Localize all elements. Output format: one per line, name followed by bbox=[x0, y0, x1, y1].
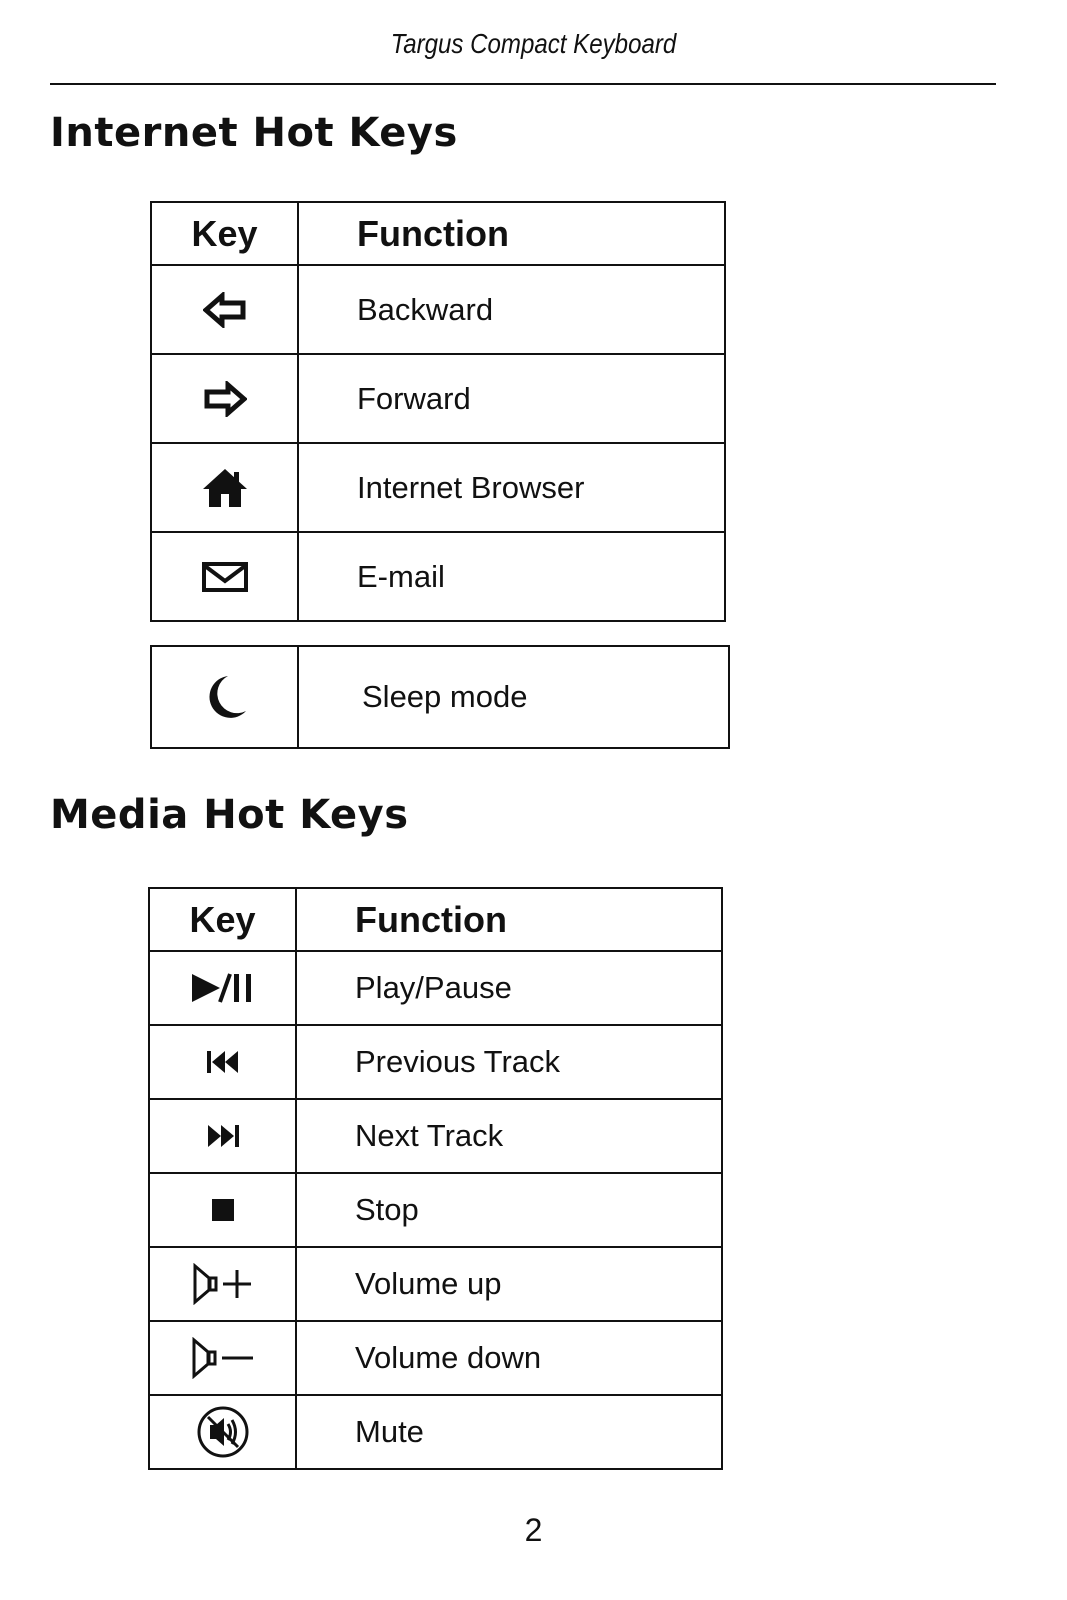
next-track-icon bbox=[205, 1123, 241, 1149]
key-cell bbox=[149, 1025, 296, 1099]
table-row bbox=[149, 1173, 722, 1247]
key-column-header: Key bbox=[149, 888, 296, 951]
volume-down-icon bbox=[190, 1337, 256, 1379]
function-cell: Stop bbox=[296, 1173, 722, 1247]
table-row bbox=[149, 951, 722, 1025]
header-rule bbox=[50, 83, 996, 85]
table-row bbox=[149, 1321, 722, 1395]
key-cell bbox=[151, 354, 298, 443]
function-cell: Forward bbox=[298, 354, 725, 443]
table-row bbox=[151, 443, 725, 532]
table-row bbox=[149, 1395, 722, 1469]
play-pause-icon bbox=[190, 971, 256, 1005]
sleep-key-table bbox=[150, 645, 730, 749]
volume-up-icon bbox=[191, 1263, 255, 1305]
media-hot-keys-table bbox=[148, 887, 723, 1470]
running-header: Targus Compact Keyboard bbox=[390, 28, 677, 59]
table-row bbox=[151, 354, 725, 443]
function-cell: E-mail bbox=[298, 532, 725, 621]
table-row bbox=[149, 1099, 722, 1173]
key-cell bbox=[149, 1173, 296, 1247]
function-cell: Sleep mode bbox=[298, 646, 729, 748]
key-cell bbox=[149, 1247, 296, 1321]
key-cell bbox=[149, 1321, 296, 1395]
function-cell: Backward bbox=[298, 265, 725, 354]
forward-arrow-icon bbox=[203, 381, 247, 417]
key-cell bbox=[151, 646, 298, 748]
home-icon bbox=[201, 467, 249, 509]
internet-hot-keys-title: Internet Hot Keys bbox=[50, 110, 458, 156]
table-row bbox=[149, 1247, 722, 1321]
key-cell bbox=[151, 443, 298, 532]
page-number: 2 bbox=[524, 1512, 543, 1548]
table-row bbox=[149, 1025, 722, 1099]
stop-icon bbox=[210, 1197, 236, 1223]
key-cell bbox=[149, 1099, 296, 1173]
table-header-row bbox=[149, 888, 722, 951]
envelope-icon bbox=[201, 560, 249, 594]
function-cell: Internet Browser bbox=[298, 443, 725, 532]
previous-track-icon bbox=[205, 1049, 241, 1075]
function-cell: Volume up bbox=[296, 1247, 722, 1321]
internet-hot-keys-table bbox=[150, 201, 726, 622]
function-column-header: Function bbox=[296, 888, 722, 951]
function-column-header: Function bbox=[298, 202, 725, 265]
table-row bbox=[151, 532, 725, 621]
key-cell bbox=[149, 1395, 296, 1469]
function-cell: Previous Track bbox=[296, 1025, 722, 1099]
media-hot-keys-title: Media Hot Keys bbox=[50, 792, 409, 838]
key-cell bbox=[151, 265, 298, 354]
key-cell bbox=[151, 532, 298, 621]
table-row bbox=[151, 265, 725, 354]
table-header-row bbox=[151, 202, 725, 265]
back-arrow-icon bbox=[203, 292, 247, 328]
key-column-header: Key bbox=[151, 202, 298, 265]
mute-icon bbox=[196, 1405, 250, 1459]
function-cell: Mute bbox=[296, 1395, 722, 1469]
crescent-moon-icon bbox=[202, 673, 248, 721]
key-cell bbox=[149, 951, 296, 1025]
function-cell: Next Track bbox=[296, 1099, 722, 1173]
table-row bbox=[151, 646, 729, 748]
function-cell: Play/Pause bbox=[296, 951, 722, 1025]
function-cell: Volume down bbox=[296, 1321, 722, 1395]
